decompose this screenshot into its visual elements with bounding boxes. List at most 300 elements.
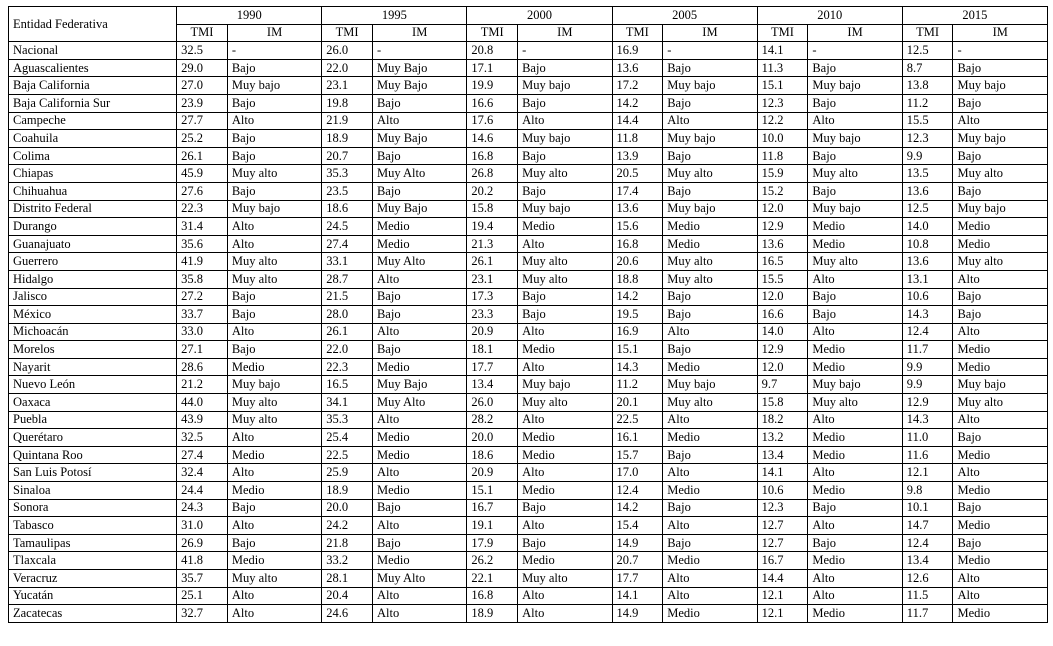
tmi-cell: 26.1 bbox=[177, 147, 228, 165]
entity-cell: Nayarit bbox=[9, 358, 177, 376]
tmi-cell: 34.1 bbox=[322, 394, 373, 412]
table-row bbox=[9, 499, 1048, 517]
im-cell: Medio bbox=[953, 482, 1048, 500]
tmi-cell: 19.9 bbox=[467, 77, 518, 95]
tmi-cell: 9.8 bbox=[902, 482, 953, 500]
tmi-cell: 15.5 bbox=[757, 270, 808, 288]
entity-cell: México bbox=[9, 306, 177, 324]
year-header: 2010 bbox=[757, 7, 902, 25]
im-cell: Medio bbox=[808, 429, 902, 447]
table-row bbox=[9, 147, 1048, 165]
im-cell: Bajo bbox=[953, 288, 1048, 306]
tmi-header: TMI bbox=[902, 24, 953, 42]
tmi-cell: 28.7 bbox=[322, 270, 373, 288]
document-page bbox=[8, 6, 1048, 623]
tmi-cell: 35.6 bbox=[177, 235, 228, 253]
im-cell: Bajo bbox=[953, 306, 1048, 324]
tmi-cell: 14.6 bbox=[467, 130, 518, 148]
im-cell: Medio bbox=[663, 429, 757, 447]
tmi-cell: 20.6 bbox=[612, 253, 663, 271]
im-cell: Alto bbox=[372, 270, 466, 288]
entity-cell: Sonora bbox=[9, 499, 177, 517]
table-row bbox=[9, 411, 1048, 429]
im-cell: Bajo bbox=[227, 59, 321, 77]
im-cell: Alto bbox=[953, 411, 1048, 429]
tmi-cell: 16.1 bbox=[612, 429, 663, 447]
entity-cell: Baja California bbox=[9, 77, 177, 95]
im-cell: Bajo bbox=[953, 182, 1048, 200]
im-cell: Muy alto bbox=[808, 253, 902, 271]
tmi-cell: 41.8 bbox=[177, 552, 228, 570]
tmi-cell: 25.1 bbox=[177, 587, 228, 605]
im-cell: Alto bbox=[953, 270, 1048, 288]
tmi-cell: 15.8 bbox=[757, 394, 808, 412]
im-cell: Medio bbox=[372, 552, 466, 570]
im-cell: Medio bbox=[372, 446, 466, 464]
im-cell: Alto bbox=[808, 464, 902, 482]
table-row bbox=[9, 587, 1048, 605]
tmi-cell: 14.3 bbox=[902, 411, 953, 429]
im-cell: Bajo bbox=[808, 182, 902, 200]
tmi-cell: 8.7 bbox=[902, 59, 953, 77]
table-row bbox=[9, 165, 1048, 183]
entity-cell: Colima bbox=[9, 147, 177, 165]
tmi-cell: 17.7 bbox=[467, 358, 518, 376]
im-cell: Bajo bbox=[663, 446, 757, 464]
tmi-header: TMI bbox=[467, 24, 518, 42]
im-cell: Bajo bbox=[953, 534, 1048, 552]
im-cell: Medio bbox=[953, 358, 1048, 376]
im-cell: Medio bbox=[808, 605, 902, 623]
tmi-cell: 15.9 bbox=[757, 165, 808, 183]
tmi-cell: 15.8 bbox=[467, 200, 518, 218]
tmi-cell: 19.4 bbox=[467, 218, 518, 236]
im-cell: Medio bbox=[227, 446, 321, 464]
tmi-cell: 15.6 bbox=[612, 218, 663, 236]
tmi-cell: 13.9 bbox=[612, 147, 663, 165]
im-cell: Alto bbox=[518, 411, 612, 429]
im-cell: Muy bajo bbox=[227, 200, 321, 218]
tmi-cell: 18.9 bbox=[322, 130, 373, 148]
tmi-cell: 10.1 bbox=[902, 499, 953, 517]
entity-cell: Querétaro bbox=[9, 429, 177, 447]
tmi-cell: 16.6 bbox=[467, 94, 518, 112]
im-cell: Bajo bbox=[808, 288, 902, 306]
tmi-cell: 32.7 bbox=[177, 605, 228, 623]
im-cell: Bajo bbox=[227, 94, 321, 112]
table-body bbox=[9, 42, 1048, 623]
tmi-cell: 23.3 bbox=[467, 306, 518, 324]
tmi-cell: 26.2 bbox=[467, 552, 518, 570]
im-cell: Muy bajo bbox=[227, 77, 321, 95]
tmi-cell: 26.8 bbox=[467, 165, 518, 183]
tmi-cell: 11.5 bbox=[902, 587, 953, 605]
im-cell: Medio bbox=[663, 358, 757, 376]
table-row bbox=[9, 235, 1048, 253]
tmi-cell: 13.6 bbox=[902, 182, 953, 200]
im-cell: Alto bbox=[663, 112, 757, 130]
im-cell: Medio bbox=[372, 235, 466, 253]
im-cell: Alto bbox=[372, 605, 466, 623]
table-row bbox=[9, 270, 1048, 288]
im-cell: Muy bajo bbox=[518, 130, 612, 148]
table-row bbox=[9, 306, 1048, 324]
im-cell: Muy bajo bbox=[518, 200, 612, 218]
im-cell: Muy bajo bbox=[663, 130, 757, 148]
tmi-cell: 21.2 bbox=[177, 376, 228, 394]
tmi-cell: 19.1 bbox=[467, 517, 518, 535]
im-cell: Alto bbox=[518, 358, 612, 376]
im-cell: Muy bajo bbox=[227, 376, 321, 394]
tmi-cell: 18.2 bbox=[757, 411, 808, 429]
table-row bbox=[9, 200, 1048, 218]
tmi-cell: 11.7 bbox=[902, 605, 953, 623]
table-row bbox=[9, 517, 1048, 535]
im-cell: Bajo bbox=[663, 341, 757, 359]
im-cell: Alto bbox=[808, 587, 902, 605]
year-header: 1990 bbox=[177, 7, 322, 25]
entity-cell: Chihuahua bbox=[9, 182, 177, 200]
tmi-cell: 15.7 bbox=[612, 446, 663, 464]
im-cell: Bajo bbox=[953, 59, 1048, 77]
tmi-cell: 31.0 bbox=[177, 517, 228, 535]
im-cell: Medio bbox=[372, 218, 466, 236]
entity-cell: Morelos bbox=[9, 341, 177, 359]
im-cell: Bajo bbox=[372, 534, 466, 552]
tmi-cell: 15.1 bbox=[612, 341, 663, 359]
im-cell: Alto bbox=[372, 323, 466, 341]
im-cell: Muy Bajo bbox=[372, 59, 466, 77]
im-cell: Bajo bbox=[227, 306, 321, 324]
table-row bbox=[9, 112, 1048, 130]
im-cell: Alto bbox=[372, 411, 466, 429]
tmi-cell: 16.8 bbox=[467, 147, 518, 165]
im-cell: Medio bbox=[663, 482, 757, 500]
entity-cell: Chiapas bbox=[9, 165, 177, 183]
table-row bbox=[9, 358, 1048, 376]
im-cell: Alto bbox=[808, 570, 902, 588]
tmi-cell: 12.1 bbox=[902, 464, 953, 482]
tmi-cell: 32.4 bbox=[177, 464, 228, 482]
table-row bbox=[9, 323, 1048, 341]
tmi-cell: 13.8 bbox=[902, 77, 953, 95]
im-cell: Bajo bbox=[372, 306, 466, 324]
tmi-cell: 14.7 bbox=[902, 517, 953, 535]
im-cell: Muy Bajo bbox=[372, 77, 466, 95]
im-cell: Bajo bbox=[372, 288, 466, 306]
tmi-cell: 22.5 bbox=[612, 411, 663, 429]
im-cell: Alto bbox=[808, 323, 902, 341]
im-cell: Alto bbox=[372, 517, 466, 535]
im-cell: Medio bbox=[227, 482, 321, 500]
im-cell: Medio bbox=[372, 429, 466, 447]
im-cell: Muy bajo bbox=[663, 77, 757, 95]
im-cell: Muy alto bbox=[518, 570, 612, 588]
im-cell: Alto bbox=[227, 464, 321, 482]
tmi-cell: 26.0 bbox=[467, 394, 518, 412]
im-cell: Bajo bbox=[518, 147, 612, 165]
tmi-cell: 15.2 bbox=[757, 182, 808, 200]
tmi-cell: 31.4 bbox=[177, 218, 228, 236]
im-cell: Medio bbox=[808, 482, 902, 500]
tmi-cell: 10.8 bbox=[902, 235, 953, 253]
tmi-cell: 33.2 bbox=[322, 552, 373, 570]
im-header: IM bbox=[953, 24, 1048, 42]
table-row bbox=[9, 570, 1048, 588]
tmi-cell: 33.0 bbox=[177, 323, 228, 341]
tmi-cell: 17.6 bbox=[467, 112, 518, 130]
im-cell: Alto bbox=[808, 270, 902, 288]
im-cell: Alto bbox=[227, 429, 321, 447]
tmi-cell: 17.1 bbox=[467, 59, 518, 77]
im-cell: Alto bbox=[663, 570, 757, 588]
entity-cell: Hidalgo bbox=[9, 270, 177, 288]
tmi-cell: 24.6 bbox=[322, 605, 373, 623]
tmi-cell: 28.0 bbox=[322, 306, 373, 324]
im-cell: Alto bbox=[663, 517, 757, 535]
im-cell: Muy Bajo bbox=[372, 200, 466, 218]
tmi-cell: 9.9 bbox=[902, 147, 953, 165]
year-header-row bbox=[9, 7, 1048, 25]
im-cell: Muy bajo bbox=[808, 200, 902, 218]
im-cell: Alto bbox=[227, 323, 321, 341]
im-cell: Muy alto bbox=[808, 165, 902, 183]
im-cell: Muy bajo bbox=[953, 200, 1048, 218]
tmi-cell: 20.9 bbox=[467, 323, 518, 341]
im-cell: Muy bajo bbox=[663, 376, 757, 394]
table-row bbox=[9, 77, 1048, 95]
im-cell: Muy alto bbox=[518, 270, 612, 288]
table-row bbox=[9, 182, 1048, 200]
entity-cell: Oaxaca bbox=[9, 394, 177, 412]
im-cell: Bajo bbox=[953, 429, 1048, 447]
tmi-cell: 16.7 bbox=[467, 499, 518, 517]
im-cell: Bajo bbox=[372, 499, 466, 517]
im-cell: Bajo bbox=[227, 499, 321, 517]
tmi-cell: 20.7 bbox=[322, 147, 373, 165]
im-header: IM bbox=[808, 24, 902, 42]
tmi-cell: 10.0 bbox=[757, 130, 808, 148]
tmi-cell: 12.0 bbox=[757, 200, 808, 218]
table-row bbox=[9, 429, 1048, 447]
tmi-cell: 9.9 bbox=[902, 358, 953, 376]
tmi-cell: 43.9 bbox=[177, 411, 228, 429]
entity-cell: Nacional bbox=[9, 42, 177, 60]
im-cell: Muy alto bbox=[808, 394, 902, 412]
tmi-cell: 12.3 bbox=[757, 94, 808, 112]
tmi-cell: 15.5 bbox=[902, 112, 953, 130]
im-cell: Medio bbox=[518, 341, 612, 359]
tmi-cell: 11.8 bbox=[612, 130, 663, 148]
im-cell: Alto bbox=[518, 323, 612, 341]
tmi-cell: 12.1 bbox=[757, 605, 808, 623]
im-cell: Alto bbox=[808, 411, 902, 429]
tmi-cell: 15.1 bbox=[467, 482, 518, 500]
table-row bbox=[9, 94, 1048, 112]
im-cell: Bajo bbox=[518, 94, 612, 112]
tmi-header: TMI bbox=[177, 24, 228, 42]
tmi-cell: 13.6 bbox=[902, 253, 953, 271]
im-cell: Bajo bbox=[808, 499, 902, 517]
tmi-cell: 14.1 bbox=[757, 42, 808, 60]
im-cell: - bbox=[808, 42, 902, 60]
tmi-cell: 14.9 bbox=[612, 605, 663, 623]
im-cell: Bajo bbox=[518, 534, 612, 552]
tmi-cell: 28.2 bbox=[467, 411, 518, 429]
tmi-cell: 22.3 bbox=[322, 358, 373, 376]
tmi-cell: 12.7 bbox=[757, 534, 808, 552]
tmi-cell: 12.6 bbox=[902, 570, 953, 588]
tmi-cell: 13.1 bbox=[902, 270, 953, 288]
tmi-cell: 17.0 bbox=[612, 464, 663, 482]
table-row bbox=[9, 341, 1048, 359]
im-header: IM bbox=[518, 24, 612, 42]
tmi-cell: 12.2 bbox=[757, 112, 808, 130]
im-cell: Alto bbox=[518, 464, 612, 482]
im-cell: Bajo bbox=[663, 94, 757, 112]
im-cell: Alto bbox=[518, 605, 612, 623]
entity-cell: San Luis Potosí bbox=[9, 464, 177, 482]
tmi-cell: 11.7 bbox=[902, 341, 953, 359]
tmi-cell: 14.9 bbox=[612, 534, 663, 552]
im-cell: Bajo bbox=[518, 499, 612, 517]
table-row bbox=[9, 534, 1048, 552]
im-cell: Bajo bbox=[663, 499, 757, 517]
im-cell: Bajo bbox=[518, 182, 612, 200]
im-cell: Muy bajo bbox=[518, 376, 612, 394]
im-cell: Alto bbox=[518, 112, 612, 130]
tmi-cell: 11.3 bbox=[757, 59, 808, 77]
im-cell: Bajo bbox=[372, 147, 466, 165]
mortality-table bbox=[8, 6, 1048, 623]
entity-cell: Campeche bbox=[9, 112, 177, 130]
im-cell: Bajo bbox=[808, 59, 902, 77]
im-cell: Alto bbox=[808, 112, 902, 130]
tmi-cell: 12.4 bbox=[902, 323, 953, 341]
entity-cell: Yucatán bbox=[9, 587, 177, 605]
entity-cell: Sinaloa bbox=[9, 482, 177, 500]
im-cell: Alto bbox=[953, 112, 1048, 130]
tmi-cell: 18.8 bbox=[612, 270, 663, 288]
im-cell: Muy bajo bbox=[808, 130, 902, 148]
entity-cell: Guerrero bbox=[9, 253, 177, 271]
im-cell: Muy alto bbox=[953, 165, 1048, 183]
im-cell: Bajo bbox=[663, 288, 757, 306]
im-cell: Medio bbox=[808, 446, 902, 464]
im-header: IM bbox=[663, 24, 757, 42]
tmi-cell: 22.0 bbox=[322, 59, 373, 77]
im-cell: Bajo bbox=[372, 94, 466, 112]
tmi-cell: 17.4 bbox=[612, 182, 663, 200]
im-cell: Medio bbox=[227, 552, 321, 570]
im-cell: Bajo bbox=[663, 182, 757, 200]
tmi-cell: 13.5 bbox=[902, 165, 953, 183]
tmi-cell: 15.4 bbox=[612, 517, 663, 535]
tmi-cell: 16.5 bbox=[322, 376, 373, 394]
tmi-cell: 13.4 bbox=[757, 446, 808, 464]
im-cell: Medio bbox=[953, 605, 1048, 623]
tmi-cell: 29.0 bbox=[177, 59, 228, 77]
tmi-cell: 14.3 bbox=[612, 358, 663, 376]
tmi-cell: 20.8 bbox=[467, 42, 518, 60]
tmi-cell: 12.1 bbox=[757, 587, 808, 605]
tmi-cell: 35.7 bbox=[177, 570, 228, 588]
im-cell: Muy alto bbox=[953, 394, 1048, 412]
tmi-cell: 41.9 bbox=[177, 253, 228, 271]
tmi-cell: 22.3 bbox=[177, 200, 228, 218]
entity-cell: Tabasco bbox=[9, 517, 177, 535]
im-cell: Alto bbox=[372, 112, 466, 130]
im-cell: Muy Alto bbox=[372, 394, 466, 412]
im-cell: Muy bajo bbox=[953, 376, 1048, 394]
entity-header: Entidad Federativa bbox=[9, 7, 177, 42]
tmi-cell: 13.2 bbox=[757, 429, 808, 447]
tmi-cell: 22.5 bbox=[322, 446, 373, 464]
tmi-cell: 14.4 bbox=[612, 112, 663, 130]
im-cell: Bajo bbox=[663, 306, 757, 324]
tmi-cell: 12.9 bbox=[757, 218, 808, 236]
im-cell: Bajo bbox=[227, 147, 321, 165]
tmi-cell: 12.4 bbox=[902, 534, 953, 552]
entity-cell: Puebla bbox=[9, 411, 177, 429]
im-cell: - bbox=[372, 42, 466, 60]
im-cell: Bajo bbox=[663, 147, 757, 165]
table-row bbox=[9, 605, 1048, 623]
im-cell: Alto bbox=[953, 464, 1048, 482]
table-row bbox=[9, 482, 1048, 500]
tmi-cell: 11.0 bbox=[902, 429, 953, 447]
im-cell: Muy bajo bbox=[953, 130, 1048, 148]
tmi-cell: 18.1 bbox=[467, 341, 518, 359]
tmi-cell: 13.4 bbox=[467, 376, 518, 394]
tmi-cell: 12.0 bbox=[757, 358, 808, 376]
tmi-cell: 13.6 bbox=[612, 200, 663, 218]
tmi-cell: 27.0 bbox=[177, 77, 228, 95]
tmi-cell: 10.6 bbox=[757, 482, 808, 500]
im-cell: Alto bbox=[663, 587, 757, 605]
im-cell: Bajo bbox=[227, 534, 321, 552]
im-cell: Medio bbox=[953, 446, 1048, 464]
table-row bbox=[9, 218, 1048, 236]
tmi-cell: 11.8 bbox=[757, 147, 808, 165]
tmi-cell: 26.9 bbox=[177, 534, 228, 552]
tmi-cell: 10.6 bbox=[902, 288, 953, 306]
tmi-cell: 24.3 bbox=[177, 499, 228, 517]
im-cell: Bajo bbox=[372, 341, 466, 359]
im-cell: Medio bbox=[808, 235, 902, 253]
tmi-cell: 26.0 bbox=[322, 42, 373, 60]
im-cell: Medio bbox=[663, 218, 757, 236]
entity-cell: Tlaxcala bbox=[9, 552, 177, 570]
im-cell: Medio bbox=[372, 358, 466, 376]
tmi-cell: 20.9 bbox=[467, 464, 518, 482]
table-row bbox=[9, 130, 1048, 148]
im-cell: Alto bbox=[663, 411, 757, 429]
tmi-cell: 20.1 bbox=[612, 394, 663, 412]
entity-cell: Tamaulipas bbox=[9, 534, 177, 552]
im-cell: Alto bbox=[953, 570, 1048, 588]
im-cell: Medio bbox=[227, 358, 321, 376]
im-cell: Medio bbox=[953, 341, 1048, 359]
tmi-cell: 20.0 bbox=[322, 499, 373, 517]
tmi-header: TMI bbox=[612, 24, 663, 42]
im-cell: Medio bbox=[518, 446, 612, 464]
tmi-cell: 35.3 bbox=[322, 411, 373, 429]
tmi-cell: 27.4 bbox=[322, 235, 373, 253]
tmi-cell: 17.9 bbox=[467, 534, 518, 552]
entity-cell: Aguascalientes bbox=[9, 59, 177, 77]
tmi-cell: 13.4 bbox=[902, 552, 953, 570]
